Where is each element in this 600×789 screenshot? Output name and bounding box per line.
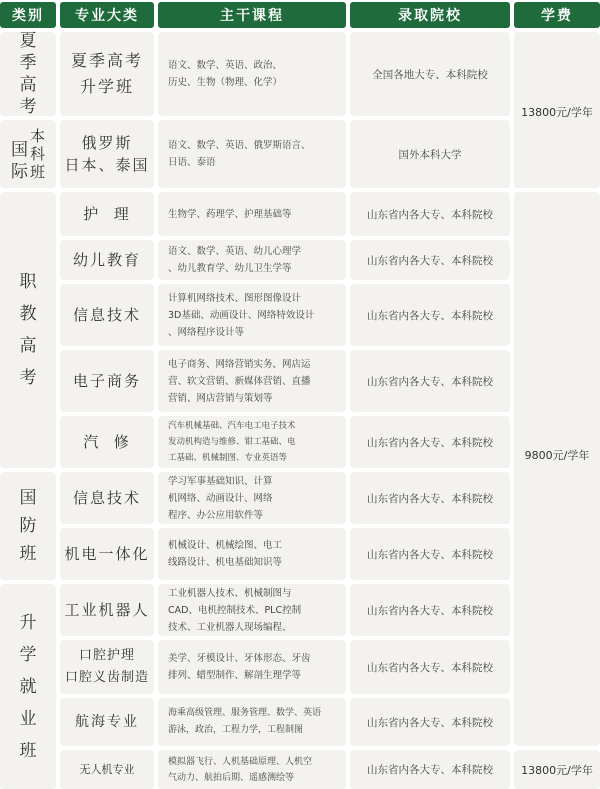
category-vocational: 职 教 高 考 [0,192,56,468]
major-cell: 无人机专业 [60,750,154,789]
fee-column-middle [514,192,600,746]
admission-cell: 山东省内各大专、本科院校 [350,350,510,412]
courses-cell: 语文、数学、英语、政治、 历史、生物（物理、化学） [158,32,346,116]
fee-middle: 9800元/学年 [524,449,590,462]
courses-cell: 汽车机械基础、汽车电工电子技术 发动机构造与维修、钳工基础、电 工基础、机械制图、专业英语等 [158,416,346,468]
header-major: 专业大类 [60,2,154,28]
major-cell: 工业机器人 [60,584,154,636]
courses-cell: 语文、数学、英语、俄罗斯语言、 日语、泰语 [158,120,346,188]
admission-cell: 山东省内各大专、本科院校 [350,640,510,694]
header-tuition: 学费 [514,2,600,28]
major-cell: 夏季高考 升学班 [60,32,154,116]
courses-cell: 工业机器人技术、机械制图与 CAD、电机控制技术、PLC控制 技术、工业机器人现场编程、 [158,584,346,636]
major-cell: 航海专业 [60,698,154,746]
courses-cell: 海乘高级管理、服务管理、数学、英语 游泳，政治，工程力学，工程制图 [158,698,346,746]
category-international: 国 际 本 科 班 [0,120,56,188]
major-cell: 护 理 [60,192,154,236]
major-cell: 幼儿教育 [60,240,154,280]
admission-cell: 山东省内各大专、本科院校 [350,528,510,580]
admission-cell: 全国各地大专、本科院校 [350,32,510,116]
admission-cell: 山东省内各大专、本科院校 [350,416,510,468]
admission-cell: 山东省内各大专、本科院校 [350,584,510,636]
major-cell: 信息技术 [60,284,154,346]
header-category: 类别 [0,2,56,28]
category-employment: 升 学 就 业 班 [0,584,56,789]
admission-cell: 山东省内各大专、本科院校 [350,472,510,524]
courses-cell: 生物学、药理学、护理基础等 [158,192,346,236]
header-courses: 主干课程 [158,2,346,28]
admission-cell: 山东省内各大专、本科院校 [350,698,510,746]
major-cell: 口腔护理 口腔义齿制造 [60,640,154,694]
admission-cell: 山东省内各大专、本科院校 [350,284,510,346]
courses-cell: 机械设计、机械绘图、电工 线路设计、机电基础知识等 [158,528,346,580]
admission-cell: 山东省内各大专、本科院校 [350,240,510,280]
header-admission: 录取院校 [350,2,510,28]
major-cell: 俄罗斯 日本、泰国 [60,120,154,188]
admission-cell: 国外本科大学 [350,120,510,188]
fee-bottom: 13800元/学年 [521,764,593,777]
courses-cell: 学习军事基础知识、计算 机网络、动画设计、网络 程序、办公应用软件等 [158,472,346,524]
major-cell: 电子商务 [60,350,154,412]
courses-cell: 计算机网络技术、图形图像设计 3D基础、动画设计、网络特效设计 、网络程序设计等 [158,284,346,346]
courses-cell: 电子商务、网络营销实务、网店运 营、软文营销、新媒体营销、直播 营销、网店营销与策划等 [158,350,346,412]
category-defense: 国 防 班 [0,472,56,580]
admission-cell: 山东省内各大专、本科院校 [350,192,510,236]
major-cell: 汽 修 [60,416,154,468]
major-cell: 信息技术 [60,472,154,524]
fee-top: 13800元/学年 [521,106,593,119]
courses-cell: 模拟器飞行、人机基础原理、人机空 气动力、航拍后期、遥感测绘等 [158,750,346,789]
admission-cell: 山东省内各大专、本科院校 [350,750,510,789]
courses-cell: 语文、数学、英语、幼儿心理学 、幼儿教育学、幼儿卫生学等 [158,240,346,280]
major-cell: 机电一体化 [60,528,154,580]
category-summer-exam: 夏 季 高 考 [0,32,56,116]
courses-cell: 美学、牙模设计、牙体形态、牙齿 排列、蜡型制作、解剖生理学等 [158,640,346,694]
